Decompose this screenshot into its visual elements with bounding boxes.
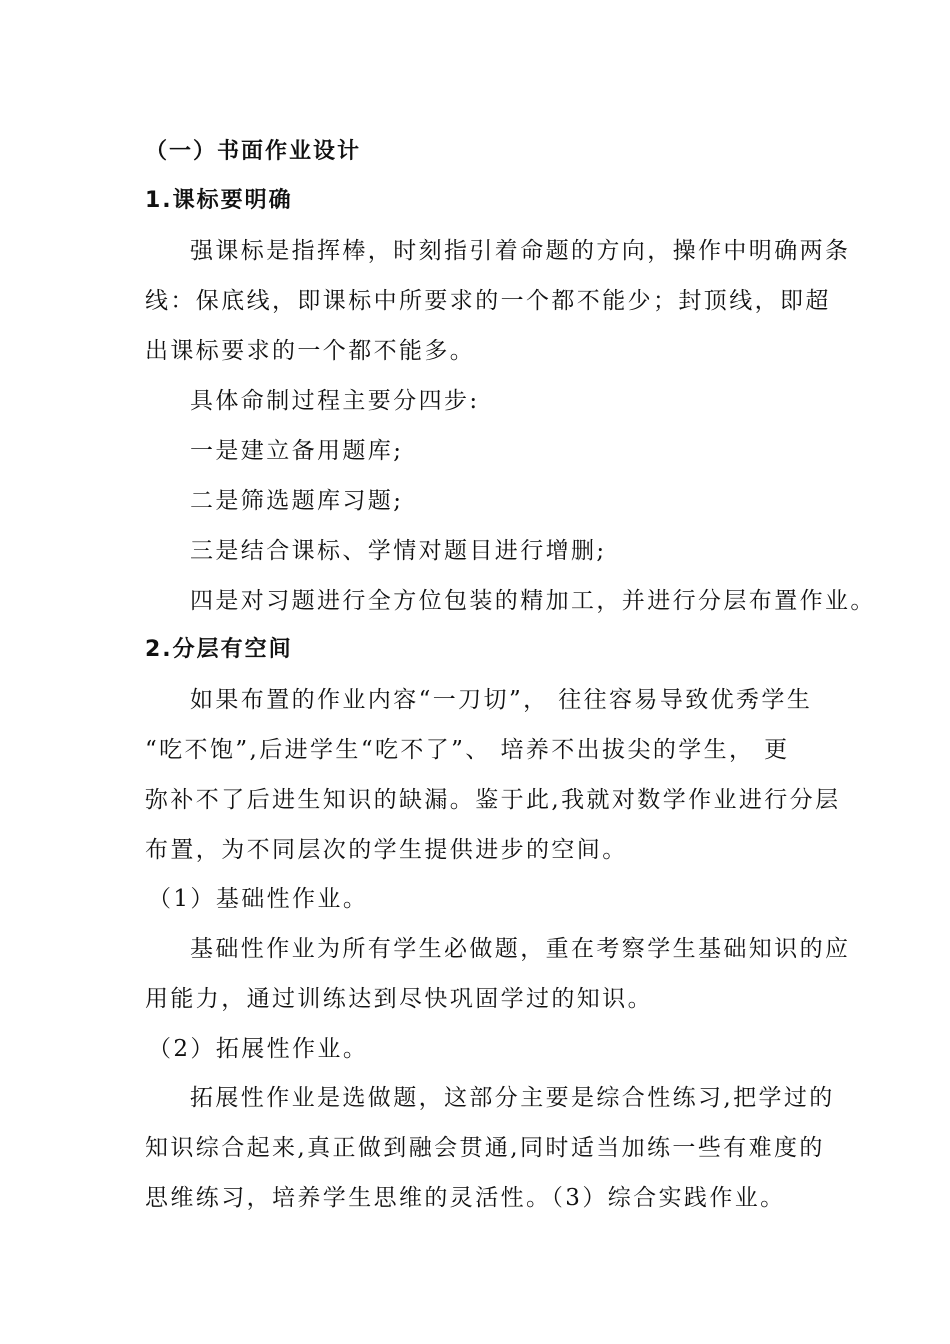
step-item: 四是对习题进行全方位包装的精加工，并进行分层布置作业。 [190,588,876,614]
paragraph-line: 知识综合起来,真正做到融会贯通,同时适当加练一些有难度的 [145,1135,825,1161]
heading-layered-space: 2.分层有空间 [145,637,293,662]
step-item: 二是筛选题库习题; [190,488,404,514]
paragraph-line: 布置，为不同层次的学生提供进步的空间。 [145,837,628,863]
paragraph-line: 用能力，通过训练达到尽快巩固学过的知识。 [145,986,653,1012]
step-item: 三是结合课标、学情对题目进行增删; [190,538,607,564]
item-title-extended: （2）拓展性作业。 [148,1036,369,1062]
item-title-basic: （1）基础性作业。 [148,886,369,912]
paragraph-line: 强课标是指挥棒，时刻指引着命题的方向，操作中明确两条 [190,238,851,264]
paragraph-line: 拓展性作业是选做题，这部分主要是综合性练习,把学过的 [190,1085,835,1111]
paragraph-line: “吃不饱”,后进学生“吃不了”、 培养不出拔尖的学生， 更 [145,737,790,763]
step-item: 一是建立备用题库; [190,438,404,464]
paragraph-line: 弥补不了后进生知识的缺漏。鉴于此,我就对数学作业进行分层 [145,787,841,813]
paragraph-line: 线：保底线，即课标中所要求的一个都不能少；封顶线，即超 [145,288,831,314]
paragraph-line: 出课标要求的一个都不能多。 [145,338,476,364]
paragraph-line: 如果布置的作业内容“一刀切”， 往往容易导致优秀学生 [190,687,813,713]
paragraph-line: 思维练习，培养学生思维的灵活性。（3）综合实践作业。 [145,1185,786,1211]
paragraph-line: 基础性作业为所有学生必做题，重在考察学生基础知识的应 [190,936,851,962]
heading-curriculum-clear: 1.课标要明确 [145,188,293,213]
steps-intro: 具体命制过程主要分四步: [190,388,480,414]
section-title: （一）书面作业设计 [145,139,362,164]
